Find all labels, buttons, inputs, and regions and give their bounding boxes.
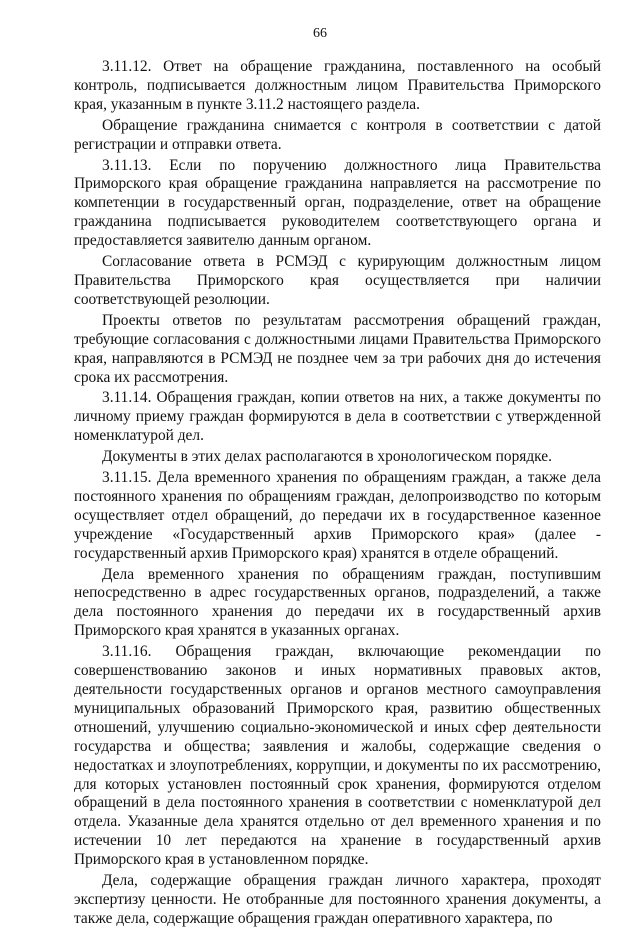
paragraph-3-11-16: 3.11.16. Обращения граждан, включающие рекомендации по совершенствованию законов и иных нормативных правовых актов, деятельности государственных органов и органов местного самоуправления муниципальных образований Приморского края, развитию общественных отношений, улучшению социально-экономической и иных сфер деятельности государства и общества; заявления и жалобы, содержащие сведения о недостатках и злоупотреблениях, коррупции, и документы по их рассмотрению, для которых установлен постоянный срок хранения, формируются отделом обращений в дела постоянного хранения в соответствии с номенклатурой дел отдела. Указанные дела хранятся отдельно от дел временного хранения и по истечении 10 лет передаются на хранение в государственный архив Приморского края в установленном порядке. xyxy=(74,643,601,869)
paragraph-temporary-storage: Дела временного хранения по обращениям граждан, поступившим непосредственно в адрес государственных органов, подразделений, а также дела постоянного хранения до передачи их в государственный архив Приморского края хранятся в указанных органах. xyxy=(74,565,601,640)
paragraph-control-removal: Обращение гражданина снимается с контроля в соответствии с датой регистрации и отправки ответа. xyxy=(74,116,601,153)
paragraph-3-11-13: 3.11.13. Если по поручению должностного лица Правительства Приморского края обращение гражданина направляется на рассмотрение по компетенции в государственный орган, подразделение, ответ на обращение гражданина подписывается руководителем соответствующего органа и предоставляется заявителю данным органом. xyxy=(74,156,601,250)
page-number: 66 xyxy=(313,26,327,41)
paragraph-chronological-order: Документы в этих делах располагаются в хронологическом порядке. xyxy=(102,448,552,466)
paragraph-value-expertise: Дела, содержащие обращения граждан личного характера, проходят экспертизу ценности. Не отобранные для постоянного хранения документы, а также дела, содержащие обращения граждан оперативного характера, по xyxy=(74,872,601,927)
paragraph-draft-answers: Проекты ответов по результатам рассмотрения обращений граждан, требующие согласования с должностными лицами Правительства Приморского края, направляются в РСМЭД не позднее чем за три рабочих дня до истечения срока их рассмотрения. xyxy=(74,311,601,386)
document-body xyxy=(74,58,601,931)
paragraph-3-11-14: 3.11.14. Обращения граждан, копии ответов на них, а также документы по личному приему граждан формируются в дела в соответствии с утвержденной номенклатурой дел. xyxy=(74,389,601,445)
paragraph-rsmed-approval: Согласование ответа в РСМЭД с курирующим должностным лицом Правительства Приморского края осуществляется при наличии соответствующей резолюции. xyxy=(74,253,601,308)
paragraph-3-11-15: 3.11.15. Дела временного хранения по обращениям граждан, а также дела постоянного хранения по обращениям граждан, делопроизводство по которым осуществляет отдел обращений, до передачи их в государственное казенное учреждение «Государственный архив Приморского края» (далее - государственный архив Приморского края) хранятся в отделе обращений. xyxy=(74,469,601,562)
paragraph-3-11-12: 3.11.12. Ответ на обращение гражданина, поставленного на особый контроль, подписывается должностным лицом Правительства Приморского края, указанным в пункте 3.11.2 настоящего раздела. xyxy=(74,58,601,113)
